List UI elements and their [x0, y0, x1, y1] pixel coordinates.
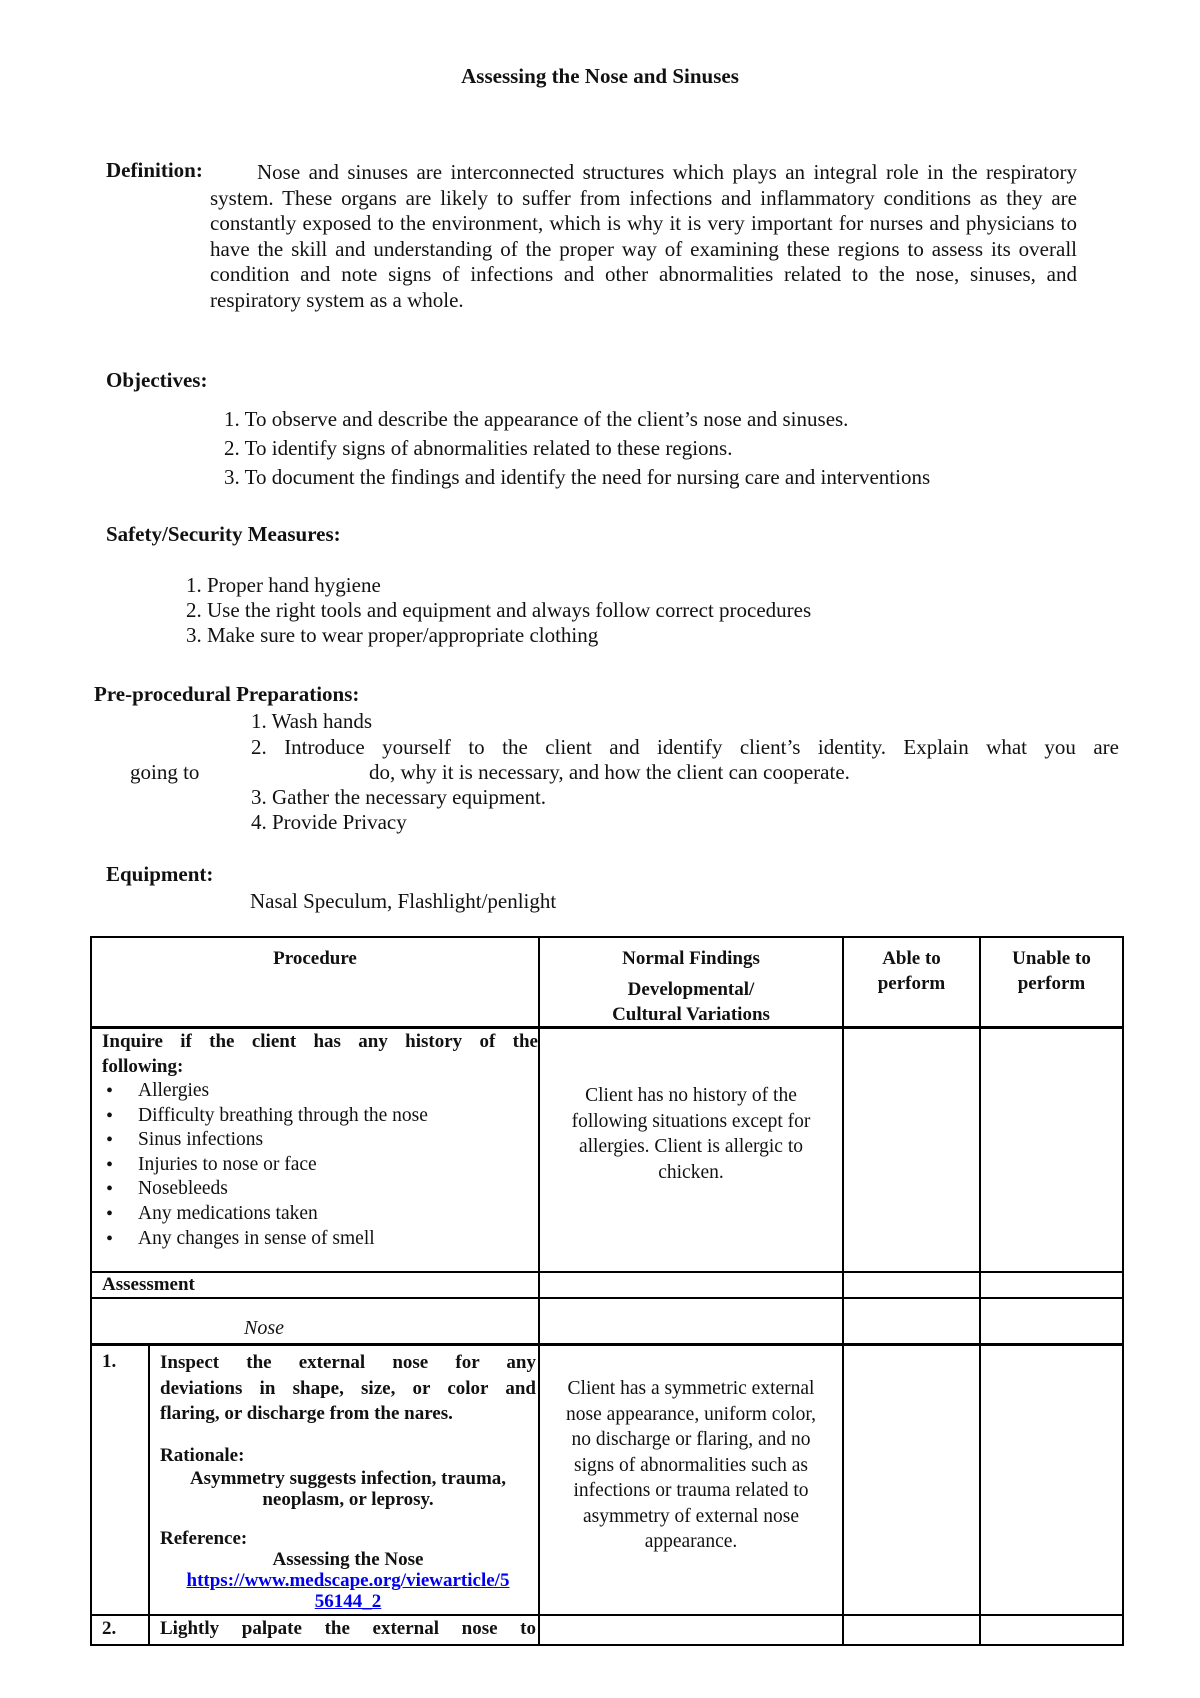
- table-border: [90, 936, 92, 1646]
- objective-item: 2. To identify signs of abnormalities related to these regions.: [224, 436, 733, 460]
- table-border: [90, 1614, 1124, 1616]
- rationale-label: Rationale:: [160, 1444, 245, 1466]
- finding-line: nose appearance, uniform color,: [566, 1403, 816, 1425]
- history-intro: following:: [102, 1055, 184, 1077]
- step2-procedure: Lightly palpate the external nose to: [160, 1618, 536, 1639]
- table-border: [90, 1271, 1124, 1273]
- reference-link[interactable]: https://www.medscape.org/viewarticle/5: [186, 1570, 510, 1591]
- table-border: [842, 936, 844, 1646]
- nose-label: Nose: [244, 1317, 284, 1339]
- finding-line: appearance.: [644, 1531, 738, 1552]
- rationale-line: neoplasm, or leprosy.: [262, 1489, 434, 1510]
- list-item: • Allergies: [102, 1079, 538, 1104]
- preprocedural-item: 2. Introduce yourself to the client and identify client’s identity. Explain what you are: [251, 735, 1119, 759]
- rationale-line: Asymmetry suggests infection, trauma,: [189, 1468, 507, 1489]
- procedure-line: Inspect the external nose for any: [160, 1352, 536, 1373]
- objective-item: 3. To document the findings and identify the need for nursing care and interventions: [224, 465, 931, 489]
- step-number: 1.: [102, 1351, 117, 1372]
- preprocedural-item: 1. Wash hands: [251, 709, 372, 733]
- safety-item: 3. Make sure to wear proper/appropriate clothing: [186, 623, 599, 647]
- table-border: [90, 1644, 1124, 1646]
- header-unable: [981, 946, 1122, 996]
- list-item: • Any medications taken: [102, 1202, 538, 1227]
- step1-procedure: [160, 1350, 536, 1612]
- safety-item: 2. Use the right tools and equipment and always follow correct procedures: [186, 598, 812, 622]
- header-unable-line: Unable to: [1012, 948, 1091, 969]
- definition-text: Nose and sinuses are interconnected structures which plays an integral role in the respiratory system. These organs are likely to suffer from infections and inflammatory conditions as they are constantly exposed to the environment, which is why it is very important for nurses and physicians to have the skill and understanding of the proper way of examining these regions to assess its overall condition and note signs of infections and other abnormalities related to the nose, sinuses, and respiratory system as a whole.: [210, 160, 1077, 312]
- finding-line: Client has a symmetric external: [567, 1378, 815, 1399]
- table-border: [979, 936, 981, 1646]
- objective-item: 1. To observe and describe the appearance of the client’s nose and sinuses.: [224, 407, 849, 431]
- finding-line: signs of abnormalities such as: [574, 1454, 808, 1476]
- equipment-label: Equipment:: [106, 862, 214, 886]
- header-unable-line: perform: [1017, 973, 1086, 994]
- safety-label: Safety/Security Measures:: [106, 522, 341, 546]
- header-normal-findings: [540, 946, 842, 1027]
- assessment-label: Assessment: [102, 1274, 195, 1295]
- safety-item: 1. Proper hand hygiene: [186, 573, 381, 597]
- finding-line: asymmetry of external nose: [582, 1505, 800, 1527]
- table-border: [90, 1343, 1124, 1346]
- list-item: • Any changes in sense of smell: [102, 1227, 538, 1252]
- step1-finding: [540, 1376, 842, 1555]
- step-number: 2.: [102, 1618, 117, 1639]
- header-normal-line: Normal Findings: [622, 948, 760, 969]
- finding-line: Client has no history of the: [585, 1085, 797, 1106]
- list-item: • Sinus infections: [102, 1128, 538, 1153]
- preprocedural-item-continuation: going to: [130, 760, 200, 784]
- objectives-label: Objectives:: [106, 368, 208, 392]
- list-item: • Nosebleeds: [102, 1177, 538, 1202]
- finding-line: infections or trauma related to: [573, 1480, 809, 1501]
- page-title: Assessing the Nose and Sinuses: [461, 64, 739, 88]
- reference-label: Reference:: [160, 1528, 248, 1549]
- equipment-text: Nasal Speculum, Flashlight/penlight: [250, 889, 557, 913]
- table-border: [90, 936, 1124, 938]
- history-finding: [540, 1083, 842, 1185]
- reference-link[interactable]: 56144_2: [314, 1591, 382, 1612]
- header-procedure: Procedure: [273, 948, 357, 969]
- preprocedural-item: 4. Provide Privacy: [251, 810, 407, 834]
- table-border: [148, 1345, 150, 1646]
- finding-line: no discharge or flaring, and no: [571, 1429, 811, 1450]
- header-normal-line: Cultural Variations: [612, 1004, 770, 1025]
- history-cell: [102, 1030, 538, 1251]
- header-able: [844, 946, 979, 996]
- preprocedural-label: Pre-procedural Preparations:: [94, 682, 360, 706]
- list-item: • Injuries to nose or face: [102, 1153, 538, 1178]
- history-intro: Inquire if the client has any history of the: [102, 1031, 538, 1052]
- table-border: [1122, 936, 1124, 1646]
- header-normal-line: Developmental/: [627, 979, 755, 1000]
- procedure-line: flaring, or discharge from the nares.: [160, 1403, 453, 1424]
- finding-line: allergies. Client is allergic to: [578, 1136, 804, 1157]
- header-able-line: perform: [877, 973, 946, 994]
- list-item: • Difficulty breathing through the nose: [102, 1104, 538, 1129]
- finding-line: following situations except for: [571, 1110, 811, 1132]
- finding-line: chicken.: [658, 1161, 724, 1183]
- procedure-line: deviations in shape, size, or color and: [160, 1377, 536, 1399]
- preprocedural-item-continuation: do, why it is necessary, and how the client can cooperate.: [369, 760, 850, 784]
- preprocedural-item: 3. Gather the necessary equipment.: [251, 785, 547, 809]
- header-able-line: Able to: [882, 948, 941, 969]
- table-border: [90, 1297, 1124, 1299]
- history-list: [102, 1079, 538, 1251]
- reference-title: Assessing the Nose: [272, 1549, 424, 1570]
- definition-label: Definition:: [106, 158, 203, 182]
